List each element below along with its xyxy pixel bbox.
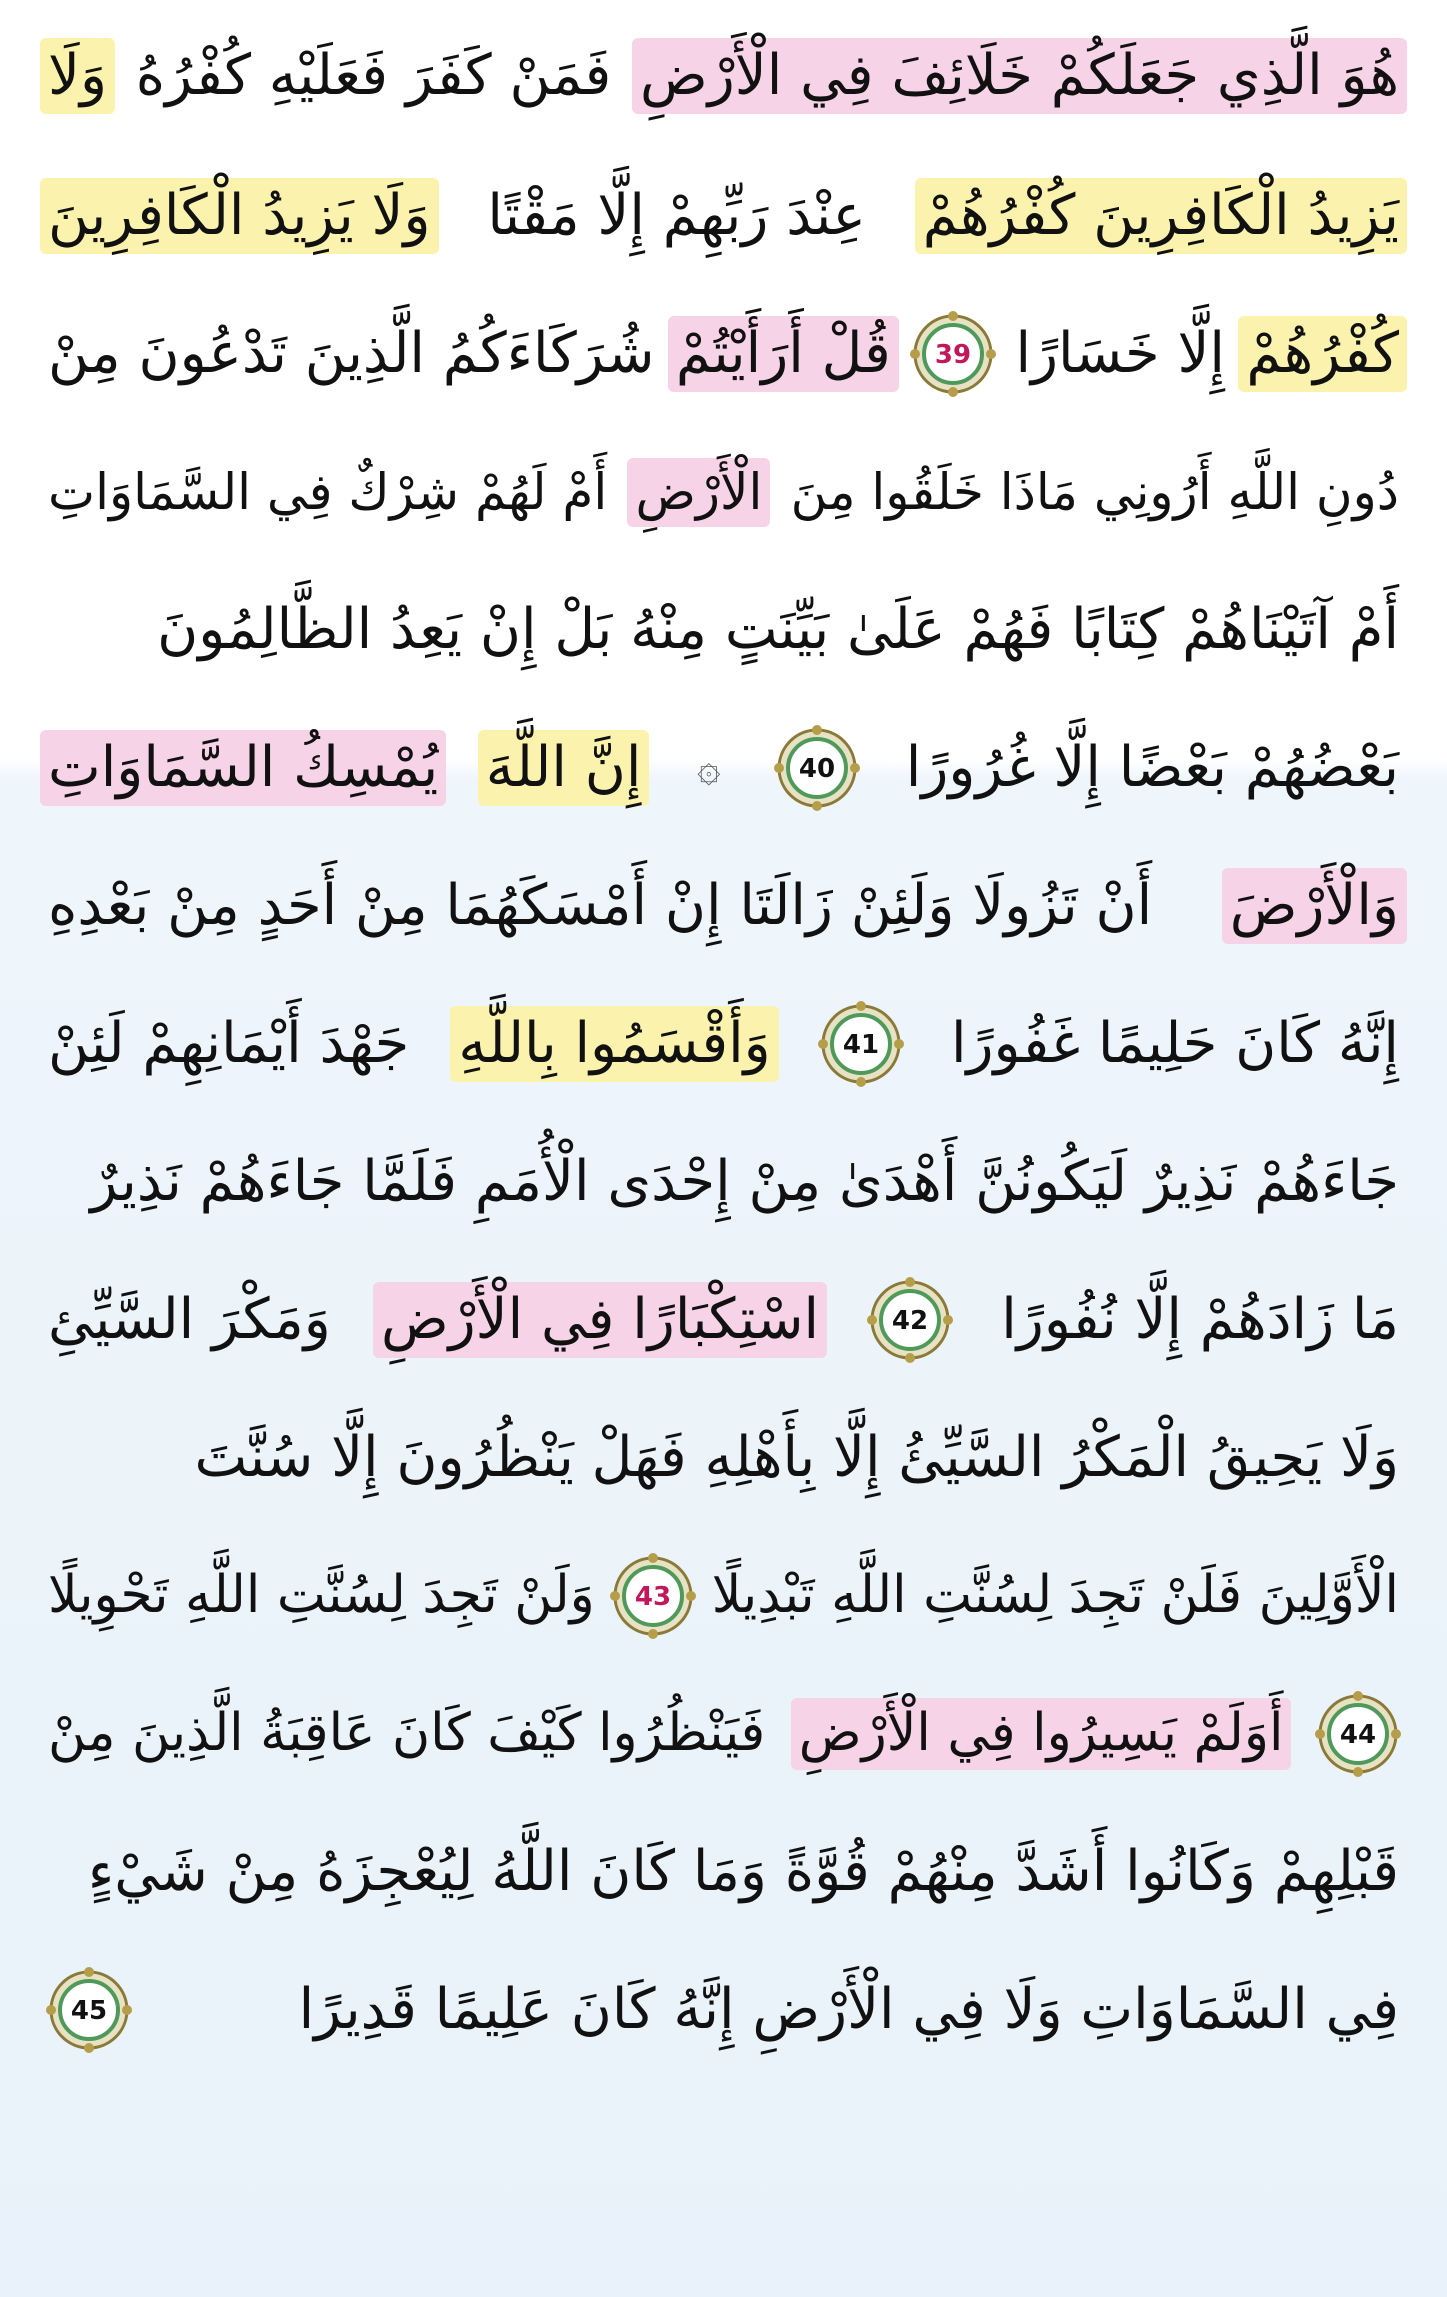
- ayah-marker-39: [910, 311, 996, 397]
- text-line-14: [40, 1808, 1407, 1936]
- ayah-marker-41: [818, 1001, 904, 1087]
- verse-text: أَمْ آتَيْنَاهُمْ كِتَابًا فَهُمْ عَلَىٰ بَيِّنَتٍ مِنْهُ بَلْ إِنْ يَعِدُ الظَّالِمُونَ: [157, 596, 1399, 662]
- text-line-12: [40, 1532, 1407, 1660]
- verse-text: وَمَكْرَ السَّيِّئِ: [48, 1286, 331, 1352]
- text-line-5: [40, 566, 1407, 694]
- text-line-7: [40, 842, 1407, 970]
- highlighted-phrase: قُلْ أَرَأَيْتُمْ: [668, 316, 899, 393]
- verse-text: وَلَا يَحِيقُ الْمَكْرُ السَّيِّئُ إِلَّا بِأَهْلِهِ فَهَلْ يَنْظُرُونَ إِلَّا سُنَّتَ: [194, 1424, 1399, 1490]
- text-line-6: [40, 704, 1407, 832]
- ayah-number: 41: [842, 1030, 879, 1060]
- text-line-15: [40, 1946, 1407, 2074]
- verse-text: فَمَنْ كَفَرَ فَعَلَيْهِ كُفْرُهُ: [135, 42, 612, 108]
- ayah-number: 39: [935, 340, 972, 370]
- verse-text: إِنَّهُ كَانَ حَلِيمًا غَفُورًا: [950, 1010, 1399, 1076]
- text-line-10: [40, 1256, 1407, 1384]
- verse-text: مَا زَادَهُمْ إِلَّا نُفُورًا: [1001, 1286, 1399, 1352]
- text-line-11: [40, 1394, 1407, 1522]
- verse-text: عِنْدَ رَبِّهِمْ إِلَّا مَقْتًا: [487, 182, 866, 248]
- text-line-8: [40, 980, 1407, 1108]
- ayah-end-ornament-icon: [1315, 1691, 1401, 1777]
- ayah-end-ornament-icon: [818, 1001, 904, 1087]
- ayah-end-ornament-icon: [910, 311, 996, 397]
- highlighted-phrase: هُوَ الَّذِي جَعَلَكُمْ خَلَائِفَ فِي الْأَرْضِ: [632, 38, 1407, 115]
- highlighted-phrase: وَلَا يَزِيدُ الْكَافِرِينَ: [40, 178, 439, 255]
- highlighted-phrase: اسْتِكْبَارًا فِي الْأَرْضِ: [373, 1282, 827, 1359]
- ayah-marker-42: [867, 1277, 953, 1363]
- highlighted-phrase: إِنَّ اللَّهَ: [478, 730, 650, 807]
- highlighted-phrase: كُفْرُهُمْ: [1238, 316, 1407, 393]
- highlighted-phrase: وَلَا: [40, 38, 115, 115]
- highlighted-phrase: الْأَرْضِ: [627, 458, 770, 527]
- ayah-end-ornament-icon: [610, 1553, 696, 1639]
- verse-text: دُونِ اللَّهِ أَرُونِي مَاذَا خَلَقُوا مِنَ: [790, 462, 1399, 521]
- highlighted-phrase: يُمْسِكُ السَّمَاوَاتِ: [40, 730, 446, 807]
- ayah-number: 45: [70, 1996, 108, 2026]
- verse-text: الْأَوَّلِينَ فَلَنْ تَجِدَ لِسُنَّتِ اللَّهِ تَبْدِيلًا: [711, 1565, 1399, 1626]
- highlighted-phrase: يَزِيدُ الْكَافِرِينَ كُفْرُهُمْ: [915, 178, 1407, 255]
- ayah-marker-40: [774, 725, 860, 811]
- verse-text: قَبْلِهِمْ وَكَانُوا أَشَدَّ مِنْهُمْ قُوَّةً وَمَا كَانَ اللَّهُ لِيُعْجِزَهُ مِنْ شَيْءٍ: [87, 1838, 1399, 1904]
- highlighted-phrase: وَالْأَرْضَ: [1222, 868, 1407, 945]
- highlighted-phrase: أَوَلَمْ يَسِيرُوا فِي الْأَرْضِ: [791, 1698, 1292, 1770]
- text-line-2: [40, 152, 1407, 280]
- rub-el-hizb-icon: ۞: [697, 745, 721, 791]
- text-line-3: [40, 290, 1407, 418]
- verse-text: أَمْ لَهُمْ شِرْكٌ فِي السَّمَاوَاتِ: [48, 462, 608, 521]
- ayah-number: 42: [892, 1306, 929, 1336]
- text-line-9: [40, 1118, 1407, 1246]
- ayah-marker-43: [610, 1553, 696, 1639]
- verse-text: وَلَنْ تَجِدَ لِسُنَّتِ اللَّهِ تَحْوِيلًا: [48, 1565, 595, 1626]
- verse-text: فِي السَّمَاوَاتِ وَلَا فِي الْأَرْضِ إِنَّهُ كَانَ عَلِيمًا قَدِيرًا: [298, 1976, 1399, 2042]
- highlighted-phrase: وَأَقْسَمُوا بِاللَّهِ: [450, 1006, 778, 1083]
- ayah-end-ornament-icon: [867, 1277, 953, 1363]
- text-line-13: [40, 1670, 1407, 1798]
- ayah-number: 40: [799, 754, 836, 784]
- verse-text: فَيَنْظُرُوا كَيْفَ كَانَ عَاقِبَةُ الَّذِينَ مِنْ: [48, 1703, 766, 1764]
- verse-text: بَعْضُهُمْ بَعْضًا إِلَّا غُرُورًا: [905, 734, 1399, 800]
- ayah-marker-45: [46, 1967, 132, 2053]
- ayah-number: 43: [635, 1582, 672, 1612]
- ayah-end-ornament-icon: [774, 725, 860, 811]
- ayah-number: 44: [1339, 1720, 1377, 1750]
- verse-text: إِلَّا خَسَارًا: [1015, 320, 1225, 386]
- verse-text: أَنْ تَزُولَا وَلَئِنْ زَالَتَا إِنْ أَمْسَكَهُمَا مِنْ أَحَدٍ مِنْ بَعْدِهِ: [48, 872, 1153, 938]
- text-line-1: [40, 12, 1407, 140]
- text-line-4: [40, 428, 1407, 556]
- verse-text: جَاءَهُمْ نَذِيرٌ لَيَكُونُنَّ أَهْدَىٰ مِنْ إِحْدَى الْأُمَمِ فَلَمَّا جَاءَهُمْ نَذِيرٌ: [90, 1148, 1399, 1214]
- verse-text: شُرَكَاءَكُمُ الَّذِينَ تَدْعُونَ مِنْ: [48, 320, 655, 386]
- verse-text: جَهْدَ أَيْمَانِهِمْ لَئِنْ: [48, 1010, 410, 1076]
- ayah-end-ornament-icon: [46, 1967, 132, 2053]
- ayah-marker-44: [1315, 1691, 1401, 1777]
